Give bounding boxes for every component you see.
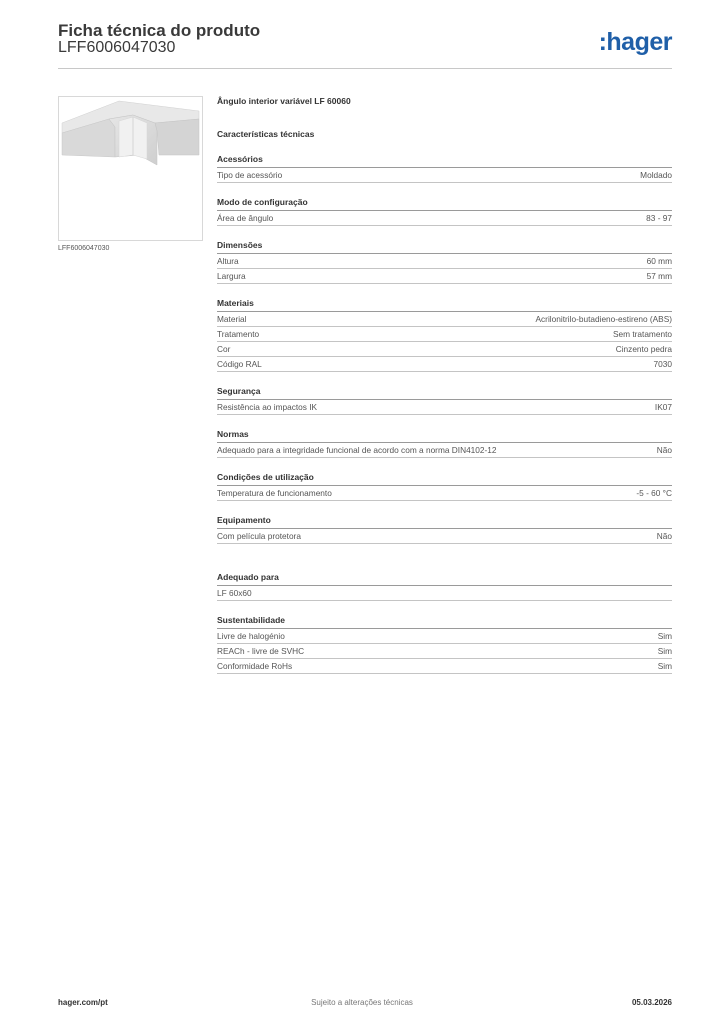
section-sustainability [217,615,672,674]
spec-row [217,400,672,415]
header-divider [58,68,672,69]
spec-row [217,211,672,226]
spec-row [217,312,672,327]
section-title: Acessórios [217,154,672,168]
spec-value: 60 mm [646,256,672,266]
spec-row [217,357,672,372]
section-suitable-for [217,572,672,601]
tech-characteristics-title: Características técnicas [217,129,315,139]
section-title: Modo de configuração [217,197,672,211]
spec-label: LF 60x60 [217,588,252,598]
section-equipment [217,515,672,544]
section-dimensions [217,240,672,284]
spec-value: Não [656,445,672,455]
spec-row [217,443,672,458]
product-image [58,96,203,241]
image-caption: LFF6006047030 [58,245,110,252]
spec-label: Cor [217,344,231,354]
product-title: Ângulo interior variável LF 60060 [217,96,351,106]
spec-value: Não [656,531,672,541]
spec-label: Adequado para a integridade funcional de acordo com a norma DIN4102-12 [217,445,497,455]
logo-text: hager [606,28,672,56]
section-title: Adequado para [217,572,672,586]
spec-label: Código RAL [217,359,262,369]
section-title: Normas [217,429,672,443]
section-configuration [217,197,672,226]
spec-row [217,254,672,269]
section-materials [217,298,672,372]
spec-label: Área de ângulo [217,213,274,223]
spec-row [217,529,672,544]
footer-website-link[interactable]: hager.com/pt [58,998,108,1007]
section-title: Dimensões [217,240,672,254]
spec-value: Sim [657,631,672,641]
section-title: Materiais [217,298,672,312]
hager-logo: :hager [598,28,672,56]
spec-value: Sim [657,661,672,671]
spec-value: 83 - 97 [646,213,672,223]
spec-value: -5 - 60 °C [636,488,672,498]
spec-row [217,644,672,659]
spec-value: Sim [657,646,672,656]
spec-row [217,269,672,284]
spec-row [217,327,672,342]
spec-value: IK07 [654,402,672,412]
section-title: Equipamento [217,515,672,529]
spec-label: Com película protetora [217,531,301,541]
spec-label: Resistência ao impactos IK [217,402,318,412]
spec-label: Largura [217,271,246,281]
spec-content [217,96,672,674]
section-standards [217,429,672,458]
spec-row [217,486,672,501]
spec-row [217,659,672,674]
section-usage-conditions [217,472,672,501]
spec-label: REACh - livre de SVHC [217,646,305,656]
section-safety [217,386,672,415]
page-title: Ficha técnica do produto [58,21,261,40]
footer-date: 05.03.2026 [631,998,672,1007]
spec-row [217,168,672,183]
spec-value: Sem tratamento [612,329,672,339]
spec-value: 57 mm [646,271,672,281]
spec-value: Cinzento pedra [615,344,672,354]
spec-row [217,342,672,357]
footer-notice: Sujeito a alterações técnicas [311,998,413,1007]
spec-label: Altura [217,256,239,266]
spec-row [217,586,672,601]
spec-value: Moldado [640,170,672,180]
product-code: LFF6006047030 [58,39,176,56]
spec-row [217,629,672,644]
spec-value: Acrilonitrilo-butadieno-estireno (ABS) [535,314,672,324]
spec-label: Temperatura de funcionamento [217,488,332,498]
section-title: Sustentabilidade [217,615,672,629]
section-accessories [217,154,672,183]
spec-value: 7030 [653,359,672,369]
spec-label: Tratamento [217,329,260,339]
spec-label: Livre de halogénio [217,631,285,641]
spec-label: Conformidade RoHs [217,661,293,671]
angle-product-illustration [59,97,202,240]
section-title: Segurança [217,386,672,400]
spec-label: Material [217,314,247,324]
spec-label: Tipo de acessório [217,170,283,180]
section-title: Condições de utilização [217,472,672,486]
